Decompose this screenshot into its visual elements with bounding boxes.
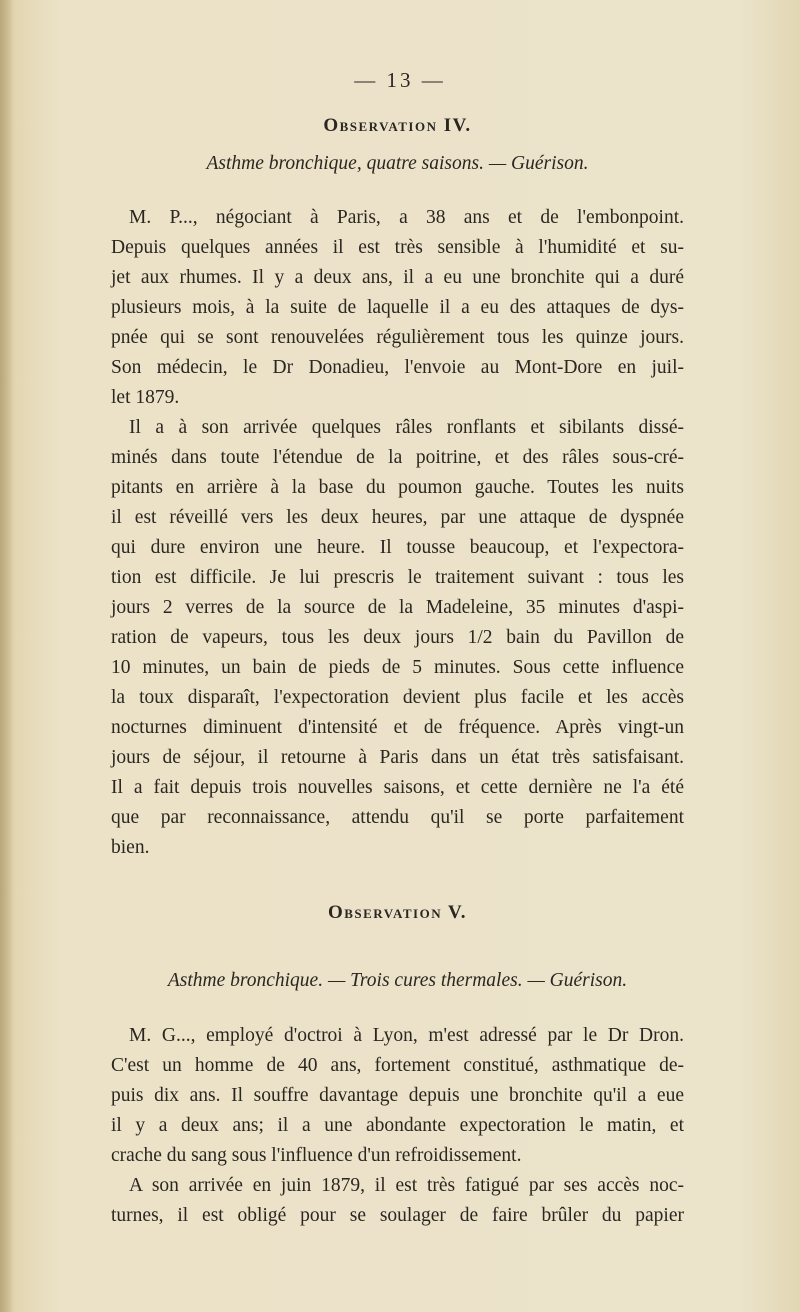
text-line: Son médecin, le Dr Donadieu, l'envoie au Mont-Dore en juil-	[111, 357, 684, 378]
observation-v-subtitle-wrap	[111, 970, 684, 992]
text-line: turnes, il est obligé pour se soulager de faire brûler du papier	[111, 1205, 684, 1226]
observation-v	[111, 902, 684, 924]
text-line: M. G..., employé d'octroi à Lyon, m'est adressé par le Dr Dron.	[129, 1025, 684, 1046]
text-line: let 1879.	[111, 387, 180, 408]
text-line: pnée qui se sont renouvelées régulièrement tous les quinze jours.	[111, 327, 684, 348]
observation-subtitle: Asthme bronchique, quatre saisons. — Guérison.	[206, 153, 589, 174]
text-line: que par reconnaissance, attendu qu'il se porte parfaitement	[111, 807, 684, 828]
text-line: puis dix ans. Il souffre davantage depuis une bronchite qu'il a eue	[111, 1085, 684, 1106]
text-line: Il a fait depuis trois nouvelles saisons, et cette dernière ne l'a été	[111, 777, 684, 798]
text-line: jet aux rhumes. Il y a deux ans, il a eu une bronchite qui a duré	[111, 267, 684, 288]
text-line: il y a deux ans; il a une abondante expectoration le matin, et	[111, 1115, 684, 1136]
text-line: plusieurs mois, à la suite de laquelle il a eu des attaques de dys-	[111, 297, 684, 318]
text-line: Depuis quelques années il est très sensible à l'humidité et su-	[111, 237, 684, 258]
text-line: il est réveillé vers les deux heures, par une attaque de dyspnée	[111, 507, 684, 528]
page-number: — 13 —	[354, 68, 446, 92]
observation-v-body	[111, 1021, 684, 1231]
observation-iv-subtitle-wrap	[111, 153, 684, 175]
text-line: C'est un homme de 40 ans, fortement constitué, asthmatique de-	[111, 1055, 684, 1076]
text-line: bien.	[111, 837, 150, 858]
text-line: A son arrivée en juin 1879, il est très fatigué par ses accès noc-	[129, 1175, 684, 1196]
text-line: M. P..., négociant à Paris, a 38 ans et de l'embonpoint.	[129, 207, 684, 228]
text-line: la toux disparaît, l'expectoration devient plus facile et les accès	[111, 687, 684, 708]
observation-subtitle: Asthme bronchique. — Trois cures thermales. — Guérison.	[167, 970, 628, 991]
observation-iv	[111, 115, 684, 137]
text-line: jours 2 verres de la source de la Madeleine, 35 minutes d'aspi-	[111, 597, 684, 618]
text-line: qui dure environ une heure. Il tousse beaucoup, et l'expectora-	[111, 537, 684, 558]
text-line: pitants en arrière à la base du poumon gauche. Toutes les nuits	[111, 477, 684, 498]
text-line: tion est difficile. Je lui prescris le traitement suivant : tous les	[111, 567, 684, 588]
text-line: jours de séjour, il retourne à Paris dans un état très satisfaisant.	[111, 747, 684, 768]
observation-title: Observation V.	[327, 902, 468, 923]
text-line: crache du sang sous l'influence d'un refroidissement.	[111, 1145, 522, 1166]
text-line: ration de vapeurs, tous les deux jours 1/2 bain du Pavillon de	[111, 627, 684, 648]
text-line: minés dans toute l'étendue de la poitrine, et des râles sous-cré-	[111, 447, 684, 468]
text-line: Il a à son arrivée quelques râles ronflants et sibilants dissé-	[129, 417, 684, 438]
observation-iv-body	[111, 203, 684, 863]
text-line: 10 minutes, un bain de pieds de 5 minutes. Sous cette influence	[111, 657, 684, 678]
page-gutter-shadow	[0, 0, 14, 1312]
text-line: nocturnes diminuent d'intensité et de fréquence. Après vingt-un	[111, 717, 684, 738]
observation-title: Observation IV.	[323, 115, 472, 136]
